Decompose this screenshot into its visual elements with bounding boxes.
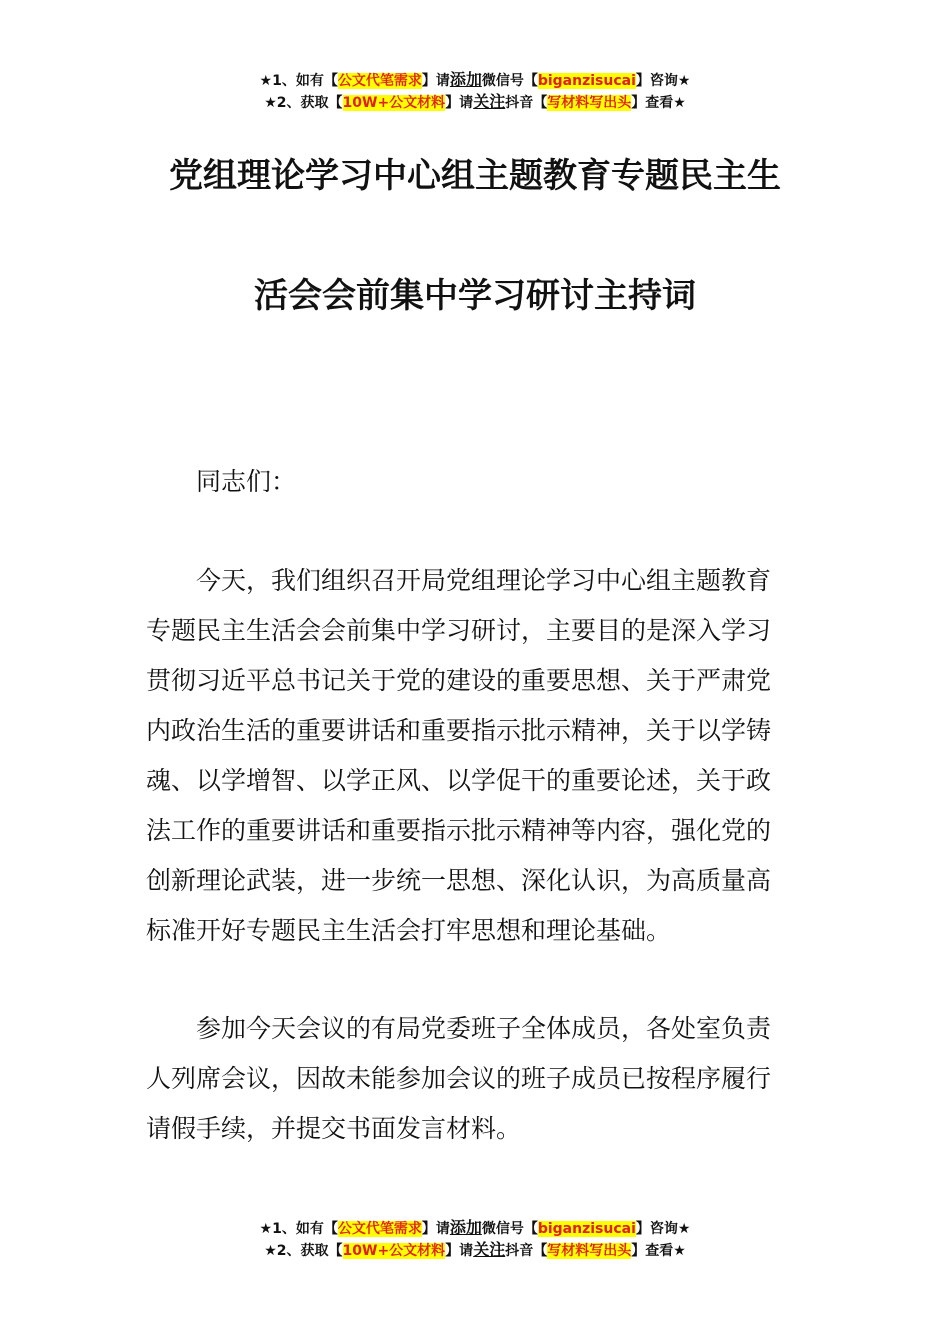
promo-line-2: ★2、获取【10W+公文材料】请关注抖音【写材料写出头】查看★ xyxy=(264,92,686,111)
promo-highlight: 公文代笔需求 xyxy=(337,1221,422,1237)
paragraph-line: 法工作的重要讲话和重要指示批示精神等内容，强化党的 xyxy=(146,816,772,845)
promo-douyin-id: 写材料写出头 xyxy=(547,1243,632,1259)
paragraph-line: 魂、以学增智、以学正风、以学促干的重要论述，关于政 xyxy=(146,766,772,795)
paragraph-1 xyxy=(146,556,811,956)
paragraph-line: 人列席会议，因故未能参加会议的班子成员已按程序履行 xyxy=(146,1064,772,1093)
document-title-line-1: 党组理论学习中心组主题教育专题民主生 xyxy=(169,156,781,196)
promo-highlight: 10W+公文材料 xyxy=(342,1243,446,1259)
promo-emphasis: 添加 xyxy=(449,70,482,89)
promo-emphasis: 关注 xyxy=(473,1240,506,1259)
promo-highlight: 公文代笔需求 xyxy=(337,73,422,89)
promo-emphasis: 关注 xyxy=(473,92,506,111)
header-promo-banner xyxy=(0,69,950,113)
paragraph-line: 专题民主生活会会前集中学习研讨，主要目的是深入学习 xyxy=(146,616,772,645)
promo-highlight: 10W+公文材料 xyxy=(342,95,446,111)
promo-wechat-id: biganzisucai xyxy=(537,73,636,89)
paragraph-2 xyxy=(146,1004,811,1154)
promo-line-2: ★2、获取【10W+公文材料】请关注抖音【写材料写出头】查看★ xyxy=(264,1240,686,1259)
paragraph-line: 贯彻习近平总书记关于党的建设的重要思想、关于严肃党 xyxy=(146,666,772,695)
promo-line-1: ★1、如有【公文代笔需求】请添加微信号【biganzisucai】咨询★ xyxy=(259,1218,691,1237)
paragraph-line: 创新理论武装，进一步统一思想、深化认识，为高质量高 xyxy=(146,866,772,895)
paragraph-line: 参加今天会议的有局党委班子全体成员，各处室负责 xyxy=(196,1014,772,1043)
promo-douyin-id: 写材料写出头 xyxy=(547,95,632,111)
promo-wechat-id: biganzisucai xyxy=(537,1221,636,1237)
document-title-line-2: 活会会前集中学习研讨主持词 xyxy=(254,276,696,316)
paragraph-line: 今天，我们组织召开局党组理论学习中心组主题教育 xyxy=(196,566,772,595)
paragraph-line: 请假手续，并提交书面发言材料。 xyxy=(146,1114,522,1143)
paragraph-line: 内政治生活的重要讲话和重要指示批示精神，关于以学铸 xyxy=(146,716,772,745)
promo-emphasis: 添加 xyxy=(449,1218,482,1237)
footer-promo-banner xyxy=(0,1217,950,1261)
paragraph-line: 标准开好专题民主生活会打牢思想和理论基础。 xyxy=(146,916,672,945)
greeting: 同志们： xyxy=(196,467,297,496)
promo-line-1: ★1、如有【公文代笔需求】请添加微信号【biganzisucai】咨询★ xyxy=(259,70,691,89)
